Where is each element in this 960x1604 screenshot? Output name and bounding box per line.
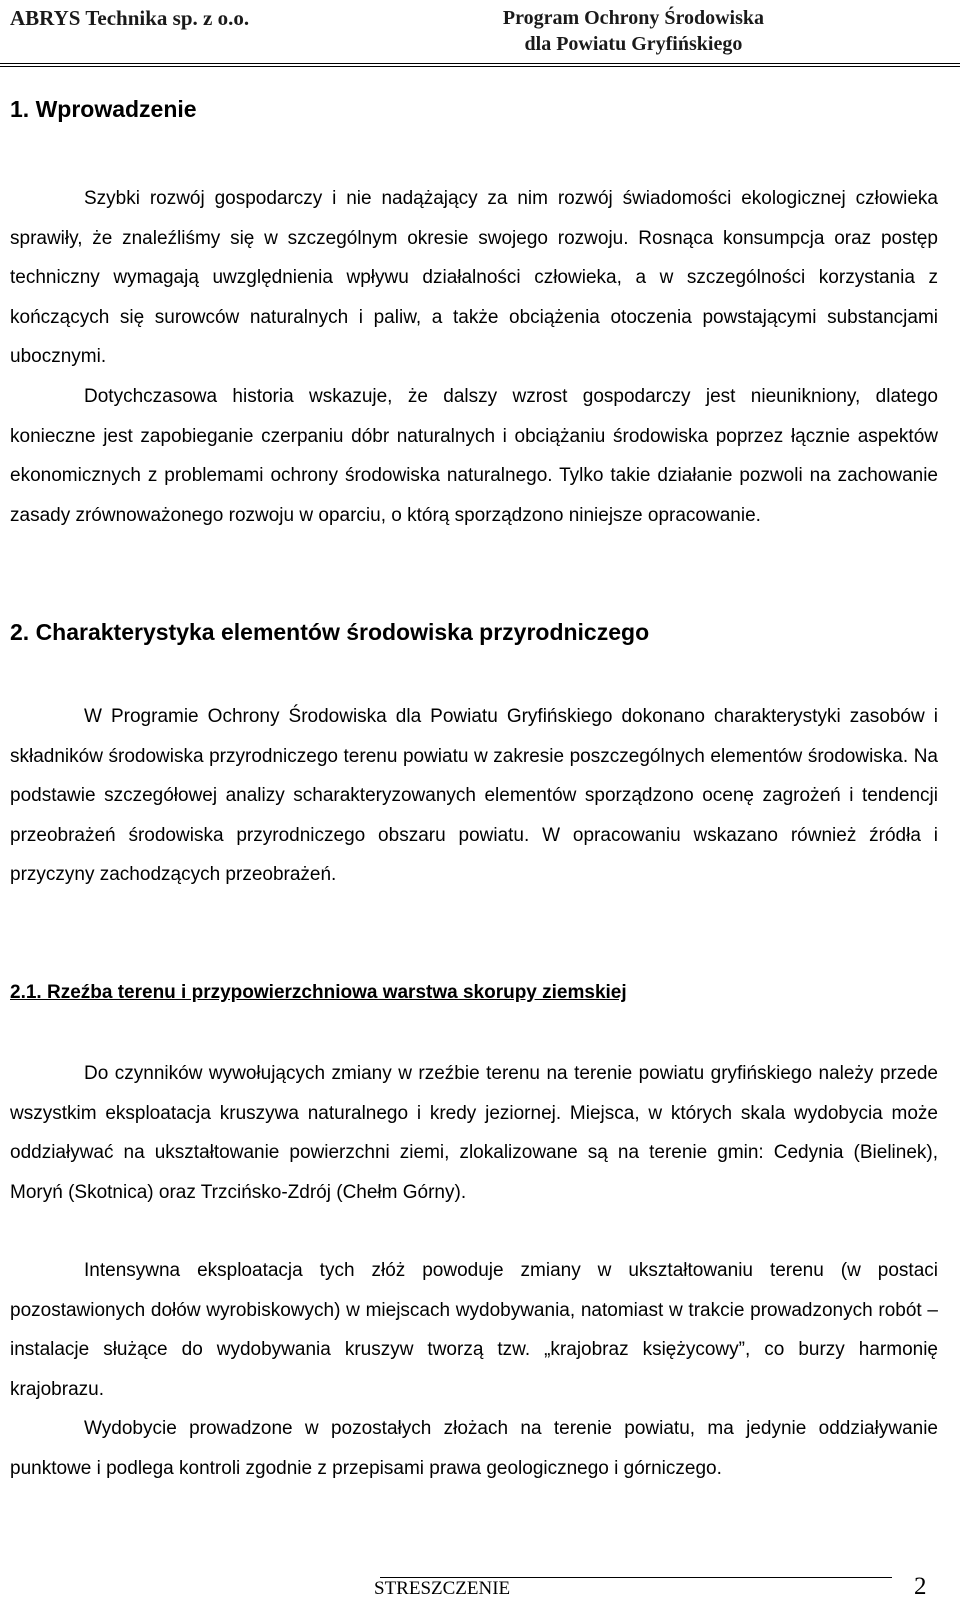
header-divider: [0, 63, 960, 64]
paragraph-introduction-1: Szybki rozwój gospodarczy i nie nadążający za nim rozwój świadomości ekologicznej człowieka sprawiły, że znaleźliśmy się w szczególnym okresie swojego rozwoju. Rosnąca konsumpcja oraz postęp techniczny wymagają uwzględnienia wpływu działalności człowieka, a w szczególności korzystania z kończących się surowców naturalnych i paliw, a także obciążenia otoczenia powstającymi substancjami ubocznymi.: [10, 188, 938, 367]
program-title-line1: Program Ochrony Środowiska: [502, 7, 764, 29]
footer-section-label: STRESZCZENIE: [374, 1578, 511, 1599]
paragraph-introduction-2: Dotychczasowa historia wskazuje, że dalszy wzrost gospodarczy jest nieunikniony, dlatego konieczne jest zapobieganie czerpaniu dóbr naturalnych i obciążaniu środowiska poprzez łącznie aspektów ekonomicznych z problemami ochrony środowiska naturalnego. Tylko takie działanie pozwoli na zachowanie zasady zrównoważonego rozwoju w oparciu, o którą sporządzono niniejsze opracowanie.: [10, 386, 938, 526]
header-divider-secondary: [0, 66, 960, 67]
program-title-line2: dla Powiatu Gryfińskiego: [524, 33, 743, 55]
paragraph-relief-2: Intensywna eksploatacja tych złóż powoduje zmiany w ukształtowaniu terenu (w postaci pozostawionych dołów wyrobiskowych) w miejscach wydobywania, natomiast w trakcie prowadzonych robót – instalacje służące do wydobywania kruszyw tworzą tzw. „krajobraz księżycowy”, co burzy harmonię krajobrazu.: [10, 1260, 938, 1400]
paragraph-relief-1: Do czynników wywołujących zmiany w rzeźbie terenu na terenie powiatu gryfińskiego należy przede wszystkim eksploatacja kruszywa naturalnego i kredy jeziornej. Miejsca, w których skala wydobycia może oddziaływać na ukształtowanie powierzchni ziemi, zlokalizowane są na terenie gmin: Cedynia (Bielinek), Moryń (Skotnica) oraz Trzcińsko-Zdrój (Chełm Górny).: [10, 1063, 938, 1203]
paragraph-characteristics: W Programie Ochrony Środowiska dla Powiatu Gryfińskiego dokonano charakterystyki zasobów i składników środowiska przyrodniczego terenu powiatu w zakresie poszczególnych elementów środowiska. Na podstawie szczegółowej analizy scharakteryzowanych elementów sporządzono ocenę zagrożeń i tendencji przeobrażeń środowiska przyrodniczego obszaru powiatu. W opracowaniu wskazano również źródła i przyczyny zachodzących przeobrażeń.: [10, 706, 938, 885]
company-name: ABRYS Technika sp. z o.o.: [10, 6, 250, 30]
section-heading-1: 1. Wprowadzenie: [10, 96, 197, 122]
paragraph-relief-3: Wydobycie prowadzone w pozostałych złożach na terenie powiatu, ma jedynie oddziaływanie punktowe i podlega kontroli zgodnie z przepisami prawa geologicznego i górniczego.: [10, 1418, 938, 1479]
page-header: [0, 0, 960, 66]
page-number: 2: [914, 1573, 927, 1600]
subsection-heading-2-1: 2.1. Rzeźba terenu i przypowierzchniowa warstwa skorupy ziemskiej: [10, 982, 627, 1003]
section-heading-2: 2. Charakterystyka elementów środowiska przyrodniczego: [10, 619, 650, 645]
program-title: [503, 5, 764, 57]
